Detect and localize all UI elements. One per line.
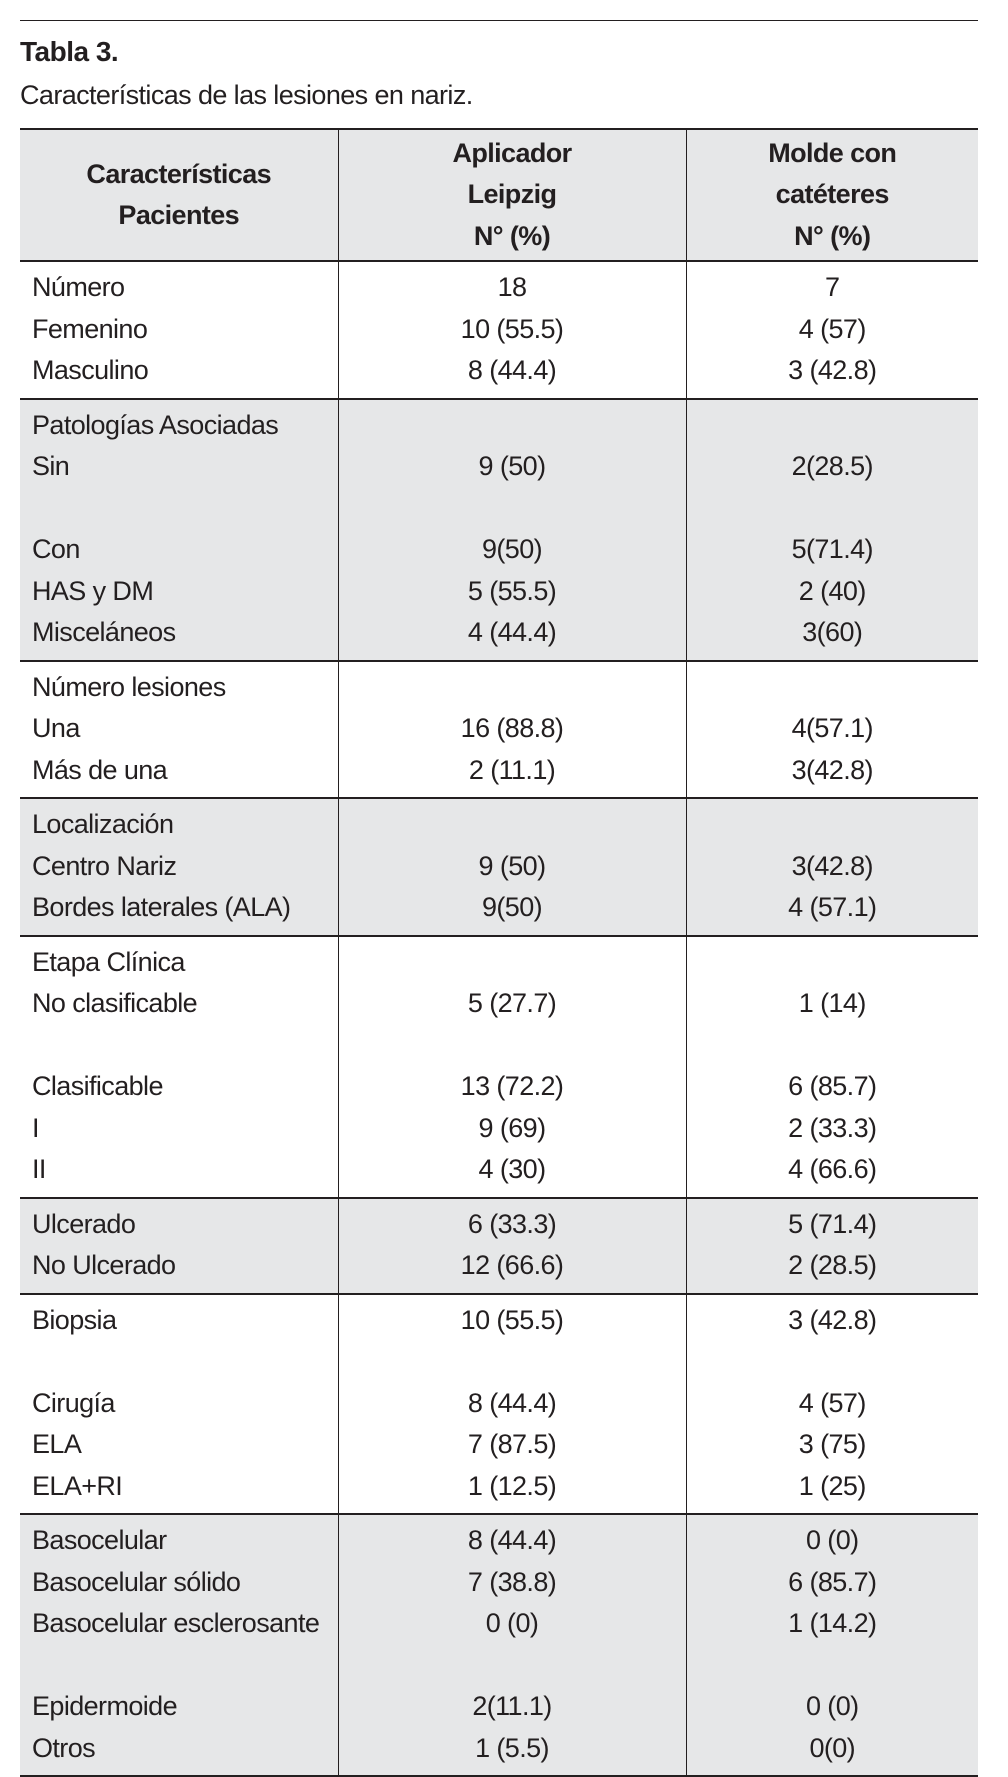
- table-title: Tabla 3.: [20, 36, 119, 67]
- leipzig-cell: [338, 798, 686, 936]
- spacer: [699, 488, 967, 530]
- header-text: Pacientes: [118, 200, 240, 230]
- characteristic-cell: [20, 936, 338, 1198]
- characteristic-cell: [20, 261, 338, 399]
- cell-value: 1 (14.2): [788, 1608, 877, 1638]
- cell-value: 3(60): [802, 617, 863, 647]
- cell-value: 4 (57.1): [788, 892, 877, 922]
- cell-value: 0 (0): [805, 1691, 859, 1721]
- row-label: Cirugía: [32, 1387, 115, 1418]
- row-group: [20, 936, 978, 1198]
- cell-value: 0 (0): [805, 1525, 859, 1555]
- cell-value: 4(57.1): [791, 713, 873, 743]
- cell-value: 1 (25): [798, 1470, 866, 1501]
- cell-value: 4 (44.4): [467, 617, 557, 647]
- header-row: [20, 129, 978, 261]
- cell-value: 9(50): [481, 534, 543, 564]
- table-subtitle: Características de las lesiones en nariz.: [20, 80, 473, 110]
- cell-value: 7 (38.8): [467, 1566, 557, 1597]
- molde-cell: [686, 661, 978, 799]
- cell-value: 9 (69): [478, 1112, 546, 1143]
- cell-value: 3(42.8): [791, 850, 873, 881]
- header-text: Aplicador: [452, 137, 572, 168]
- cell-value: 4 (66.6): [788, 1154, 877, 1184]
- row-label: HAS y DM: [32, 575, 154, 606]
- row-label: Etapa Clínica: [32, 946, 185, 977]
- spacer: [32, 1025, 326, 1067]
- cell-value: 4 (57): [798, 313, 866, 344]
- cell-value: 6 (33.3): [467, 1208, 557, 1239]
- cell-value: 2 (11.1): [468, 754, 556, 785]
- table-row: [20, 1294, 978, 1515]
- header-text: N° (%): [473, 220, 551, 251]
- row-label: Una: [32, 713, 80, 743]
- row-label: Número: [32, 272, 125, 302]
- spacer: [32, 1341, 326, 1383]
- molde-cell: [686, 798, 978, 936]
- row-label: Biopsia: [32, 1304, 117, 1335]
- row-label: Femenino: [32, 313, 148, 344]
- row-label: Ulcerado: [32, 1208, 136, 1239]
- table-row: [20, 798, 978, 936]
- cell-value: 5(71.4): [791, 534, 873, 564]
- cell-value: [351, 667, 674, 709]
- cell-value: 8 (44.4): [467, 1387, 557, 1418]
- table-row: [20, 399, 978, 661]
- characteristic-cell: [20, 399, 338, 661]
- cell-value: 13 (72.2): [460, 1071, 564, 1101]
- row-group: [20, 261, 978, 399]
- row-label: Otros: [32, 1732, 96, 1763]
- cell-value: 9 (50): [478, 850, 546, 881]
- cell-value: 6 (85.7): [788, 1071, 877, 1101]
- row-label: Más de una: [32, 754, 168, 785]
- cell-value: 3 (75): [798, 1429, 866, 1459]
- row-label: Basocelular: [32, 1525, 167, 1555]
- cell-value: 4 (30): [478, 1154, 546, 1184]
- cell-value: 2 (28.5): [788, 1250, 877, 1280]
- row-label: ELA: [32, 1429, 82, 1459]
- spacer: [351, 1645, 674, 1687]
- table-row: [20, 661, 978, 799]
- row-label: I: [32, 1112, 39, 1143]
- header-text: N° (%): [794, 220, 871, 251]
- table-row: [20, 261, 978, 399]
- header-text: catéteres: [775, 179, 889, 210]
- spacer: [699, 1341, 967, 1383]
- cell-value: 8 (44.4): [467, 355, 557, 385]
- row-label: II: [32, 1154, 46, 1184]
- leipzig-cell: [338, 661, 686, 799]
- spacer: [351, 488, 674, 530]
- leipzig-cell: [338, 1198, 686, 1294]
- molde-cell: [686, 936, 978, 1198]
- cell-value: 9 (50): [478, 451, 546, 481]
- top-rule: [20, 20, 978, 21]
- cell-value: [699, 942, 967, 984]
- leipzig-cell: [338, 936, 686, 1198]
- cell-value: 1 (5.5): [475, 1732, 549, 1763]
- spacer: [32, 488, 326, 530]
- row-label: Basocelular sólido: [32, 1566, 241, 1597]
- row-label: Epidermoide: [32, 1691, 177, 1721]
- cell-value: [351, 942, 674, 984]
- molde-cell: [686, 399, 978, 661]
- cell-value: 12 (66.6): [460, 1250, 564, 1280]
- spacer: [699, 1645, 967, 1687]
- row-label: Localización: [32, 809, 174, 839]
- cell-value: 7 (87.5): [467, 1429, 557, 1459]
- cell-value: 1 (14): [798, 988, 866, 1018]
- characteristic-cell: [20, 798, 338, 936]
- cell-value: 3 (42.8): [788, 1304, 877, 1335]
- cell-value: [351, 405, 674, 447]
- row-label: Bordes laterales (ALA): [32, 892, 291, 922]
- table-row: [20, 1198, 978, 1294]
- cell-value: 2 (40): [798, 575, 866, 606]
- spacer: [32, 1645, 326, 1687]
- cell-value: 2(28.5): [791, 451, 873, 481]
- cell-value: 2 (33.3): [788, 1112, 877, 1143]
- characteristic-cell: [20, 661, 338, 799]
- molde-cell: [686, 1294, 978, 1515]
- leipzig-cell: [338, 399, 686, 661]
- characteristic-cell: [20, 1514, 338, 1776]
- leipzig-cell: [338, 261, 686, 399]
- row-label: Número lesiones: [32, 671, 226, 702]
- molde-cell: [686, 1514, 978, 1776]
- cell-value: [699, 405, 967, 447]
- cell-value: 9(50): [481, 892, 543, 922]
- row-label: Masculino: [32, 355, 149, 385]
- row-label: Con: [32, 534, 80, 564]
- leipzig-cell: [338, 1514, 686, 1776]
- row-label: No clasificable: [32, 988, 198, 1018]
- row-label: Centro Nariz: [32, 850, 177, 881]
- characteristics-table: [20, 128, 978, 1777]
- table-row: [20, 1514, 978, 1776]
- row-label: No Ulcerado: [32, 1250, 176, 1280]
- cell-value: [699, 667, 967, 709]
- row-group: [20, 1294, 978, 1515]
- cell-value: 7: [825, 272, 840, 302]
- cell-value: 5 (27.7): [467, 988, 557, 1018]
- cell-value: 6 (85.7): [788, 1566, 877, 1597]
- header-text: Características: [86, 158, 272, 189]
- header-molde: [686, 129, 978, 261]
- row-group: [20, 399, 978, 661]
- leipzig-cell: [338, 1294, 686, 1515]
- row-label: Misceláneos: [32, 617, 176, 647]
- table-row: [20, 936, 978, 1198]
- cell-value: 4 (57): [798, 1387, 866, 1418]
- characteristic-cell: [20, 1198, 338, 1294]
- spacer: [699, 1025, 967, 1067]
- cell-value: 18: [497, 272, 527, 302]
- row-label: Clasificable: [32, 1071, 163, 1101]
- cell-value: 5 (55.5): [467, 575, 557, 606]
- cell-value: 0 (0): [485, 1608, 539, 1638]
- cell-value: 1 (12.5): [467, 1470, 557, 1501]
- row-group: [20, 1514, 978, 1776]
- cell-value: 10 (55.5): [460, 313, 564, 344]
- cell-value: 10 (55.5): [460, 1304, 564, 1335]
- cell-value: 16 (88.8): [460, 713, 564, 743]
- header-characteristics: [20, 129, 338, 261]
- cell-value: [699, 804, 967, 846]
- spacer: [351, 1025, 674, 1067]
- cell-value: 0(0): [809, 1732, 856, 1763]
- cell-value: [351, 804, 674, 846]
- cell-value: 3 (42.8): [788, 355, 877, 385]
- characteristic-cell: [20, 1294, 338, 1515]
- cell-value: 8 (44.4): [467, 1525, 557, 1555]
- cell-value: 2(11.1): [472, 1691, 552, 1721]
- row-group: [20, 1198, 978, 1294]
- row-label: Patologías Asociadas: [32, 409, 279, 440]
- header-text: Leipzig: [467, 179, 557, 210]
- row-group: [20, 798, 978, 936]
- header-leipzig: [338, 129, 686, 261]
- cell-value: 3(42.8): [791, 754, 873, 785]
- molde-cell: [686, 261, 978, 399]
- row-label: ELA+RI: [32, 1470, 123, 1501]
- row-label: Basocelular esclerosante: [32, 1608, 320, 1638]
- header-text: Molde con: [768, 137, 897, 168]
- molde-cell: [686, 1198, 978, 1294]
- spacer: [351, 1341, 674, 1383]
- row-label: Sin: [32, 451, 70, 481]
- cell-value: 5 (71.4): [788, 1208, 877, 1239]
- row-group: [20, 661, 978, 799]
